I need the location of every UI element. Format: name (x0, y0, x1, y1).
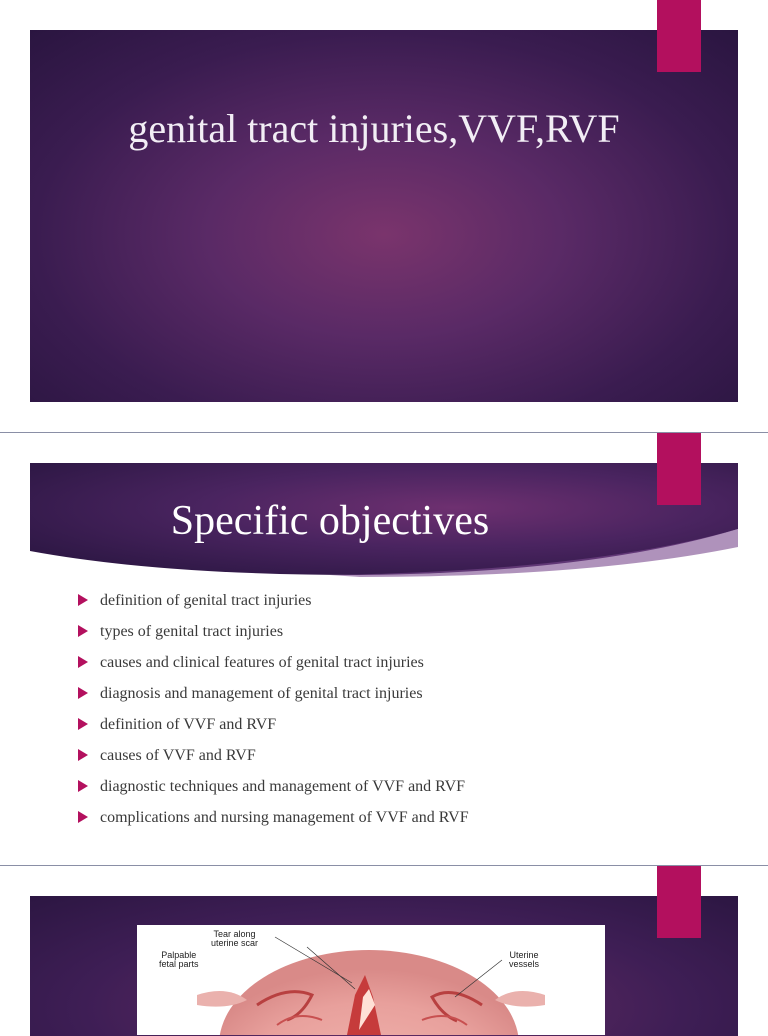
accent-bar (657, 866, 701, 938)
slide-illustration (0, 866, 768, 1024)
triangle-bullet-icon (78, 811, 88, 823)
triangle-bullet-icon (78, 625, 88, 637)
list-item: causes of VVF and RVF (76, 740, 469, 771)
tear-label: Tear along uterine scar (211, 929, 259, 948)
presentation-title: genital tract injuries,VVF,RVF (128, 106, 620, 151)
objectives-list (76, 585, 469, 833)
title-panel (30, 30, 738, 402)
uterus-drawing (137, 925, 605, 1035)
list-item: complications and nursing management of VVF and RVF (76, 802, 469, 833)
slide-heading: Specific objectives (170, 498, 490, 544)
slide-objectives (0, 433, 768, 865)
palpable-label: Palpable fetal parts (159, 950, 199, 969)
accent-bar (657, 0, 701, 72)
triangle-bullet-icon (78, 749, 88, 761)
accent-bar (657, 433, 701, 505)
list-item: definition of VVF and RVF (76, 709, 469, 740)
triangle-bullet-icon (78, 594, 88, 606)
vessels-label: Uterine vessels (509, 950, 540, 969)
triangle-bullet-icon (78, 687, 88, 699)
uterus-illustration (137, 925, 605, 1035)
slide-title (0, 0, 768, 432)
list-item: diagnostic techniques and management of VVF and RVF (76, 771, 469, 802)
list-item: types of genital tract injuries (76, 616, 469, 647)
triangle-bullet-icon (78, 780, 88, 792)
triangle-bullet-icon (78, 718, 88, 730)
list-item: definition of genital tract injuries (76, 585, 469, 616)
list-item: diagnosis and management of genital tract injuries (76, 678, 469, 709)
triangle-bullet-icon (78, 656, 88, 668)
list-item: causes and clinical features of genital tract injuries (76, 647, 469, 678)
